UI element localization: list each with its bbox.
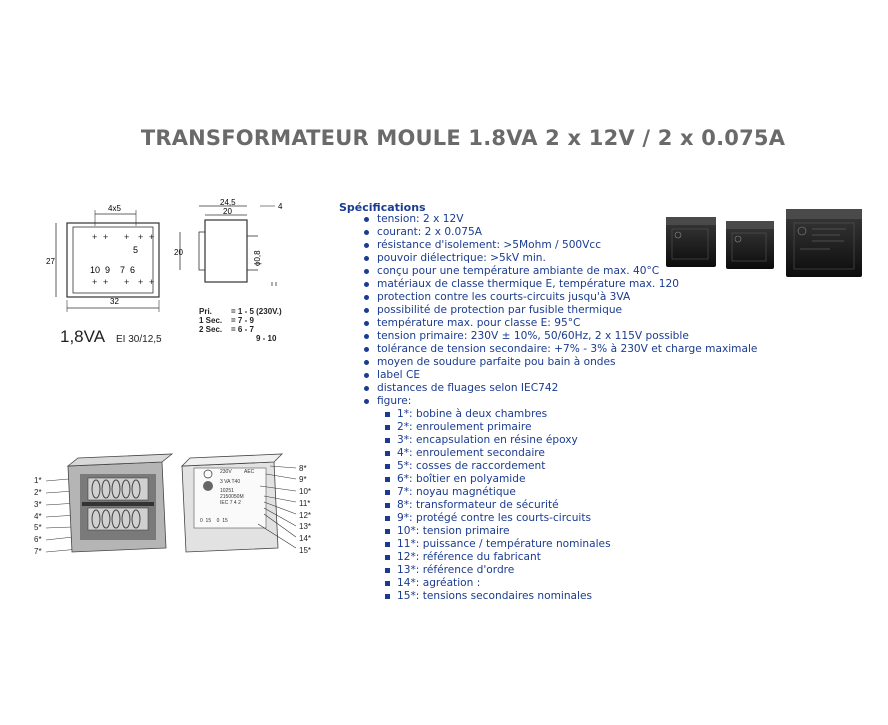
square-bullet-icon <box>385 412 390 417</box>
list-item: distances de fluages selon IEC742 <box>362 382 757 395</box>
product-photo <box>660 205 870 285</box>
svg-text:+: + <box>92 277 98 287</box>
sub-list-item: 5*: cosses de raccordement <box>382 460 762 473</box>
bullet-icon <box>364 321 369 326</box>
dim-27: 27 <box>46 257 55 266</box>
cutaway-label-14: 14* <box>299 534 312 543</box>
page-title: TRANSFORMATEUR MOULE 1.8VA 2 x 12V / 2 x 0.075A <box>140 126 786 150</box>
cutaway-label-12: 12* <box>299 511 312 520</box>
bullet-icon <box>364 399 369 404</box>
list-item: tension: 2 x 12V <box>362 213 757 226</box>
cutaway-label-2: 2* <box>34 488 42 497</box>
rating-label: 1,8VA <box>60 327 106 346</box>
sec1-label: 1 Sec. <box>199 316 223 325</box>
cutaway-label-7: 7* <box>34 547 42 556</box>
svg-text:+: + <box>138 277 144 287</box>
face-line-3: 10251 <box>220 488 234 494</box>
list-item: tolérance de tension secondaire: +7% - 3% à 230V et charge maximale <box>362 343 757 356</box>
cutaway-label-1: 1* <box>34 476 42 485</box>
cutaway-label-13: 13* <box>299 522 312 531</box>
dimension-drawing <box>40 196 320 356</box>
sub-list-item: 11*: puissance / température nominales <box>382 538 762 551</box>
cutaway-illustration <box>34 452 324 562</box>
bullet-icon <box>364 243 369 248</box>
list-item: conçu pour une température ambiante de max. 40°C <box>362 265 757 278</box>
square-bullet-icon <box>385 581 390 586</box>
svg-text:+: + <box>124 277 130 287</box>
dim-20-side: 20 <box>174 248 183 257</box>
list-item: moyen de soudure parfaite pou bain à ondes <box>362 356 757 369</box>
dim-32: 32 <box>110 297 119 306</box>
bullet-icon <box>364 334 369 339</box>
bullet-icon <box>364 373 369 378</box>
sub-list-item: 8*: transformateur de sécurité <box>382 499 762 512</box>
square-bullet-icon <box>385 542 390 547</box>
bullet-icon <box>364 282 369 287</box>
square-bullet-icon <box>385 529 390 534</box>
square-bullet-icon <box>385 516 390 521</box>
square-bullet-icon <box>385 594 390 599</box>
svg-text:+: + <box>149 232 155 242</box>
face-line-2: 3 VA T40 <box>220 479 241 485</box>
list-item: possibilité de protection par fusible thermique <box>362 304 757 317</box>
face-pins: 0 15 0 15 <box>200 518 228 524</box>
core-label: EI 30/12,5 <box>116 334 162 345</box>
cutaway-label-15: 15* <box>299 546 312 555</box>
cutaway-label-3: 3* <box>34 500 42 509</box>
bullet-icon <box>364 217 369 222</box>
pri-label: Pri. <box>199 307 212 316</box>
figure-sublist-container <box>362 408 757 603</box>
dim-4x5: 4x5 <box>108 204 121 213</box>
dim-4: 4 <box>278 202 283 211</box>
sub-list-item: 2*: enroulement primaire <box>382 421 762 434</box>
sub-list-item: 9*: protégé contre les courts-circuits <box>382 512 762 525</box>
list-item: figure: <box>362 395 757 408</box>
sub-list-item: 15*: tensions secondaires nominales <box>382 590 762 603</box>
cutaway-label-4: 4* <box>34 512 42 521</box>
sub-list-item: 7*: noyau magnétique <box>382 486 762 499</box>
cutaway-label-10: 10* <box>299 487 312 496</box>
list-item: courant: 2 x 0.075A <box>362 226 757 239</box>
bullet-icon <box>364 295 369 300</box>
bullet-icon <box>364 360 369 365</box>
sub-list-item: 1*: bobine à deux chambres <box>382 408 762 421</box>
face-maker: AEC <box>244 469 255 475</box>
sub-list-item: 14*: agréation : <box>382 577 762 590</box>
list-item: label CE <box>362 369 757 382</box>
bullet-icon <box>364 269 369 274</box>
face-line-1: 230V <box>220 469 232 475</box>
sub-list-item: 4*: enroulement secondaire <box>382 447 762 460</box>
svg-text:+: + <box>103 277 109 287</box>
face-line-4: 2150050M <box>220 494 244 500</box>
pins-row-label: 10 9 7 6 <box>90 265 136 275</box>
square-bullet-icon <box>385 451 390 456</box>
cutaway-label-5: 5* <box>34 523 42 532</box>
bullet-icon <box>364 347 369 352</box>
cutaway-label-11: 11* <box>299 499 311 508</box>
square-bullet-icon <box>385 464 390 469</box>
sec2-value2: 9 - 10 <box>256 334 277 343</box>
sub-list-item: 3*: encapsulation en résine époxy <box>382 434 762 447</box>
sub-list-item: 6*: boîtier en polyamide <box>382 473 762 486</box>
list-item: résistance d'isolement: >5Mohm / 500Vcc <box>362 239 757 252</box>
list-item: tension primaire: 230V ± 10%, 50/60Hz, 2 x 115V possible <box>362 330 757 343</box>
dim-24-5: 24,5 <box>220 198 236 207</box>
square-bullet-icon <box>385 477 390 482</box>
bullet-icon <box>364 308 369 313</box>
specs-heading: Spécifications <box>339 201 426 214</box>
square-bullet-icon <box>385 503 390 508</box>
dim-20-top: 20 <box>223 207 232 216</box>
sub-list-item: 10*: tension primaire <box>382 525 762 538</box>
sub-list-item: 12*: référence du fabricant <box>382 551 762 564</box>
cutaway-label-6: 6* <box>34 535 42 544</box>
svg-text:+: + <box>124 232 130 242</box>
bullet-icon <box>364 386 369 391</box>
bullet-icon <box>364 256 369 261</box>
svg-text:+: + <box>138 232 144 242</box>
sub-list-item: 13*: référence d'ordre <box>382 564 762 577</box>
pin-5-label: 5 <box>133 245 139 255</box>
svg-text:+: + <box>103 232 109 242</box>
square-bullet-icon <box>385 555 390 560</box>
sec2-value: = 6 - 7 <box>231 325 254 334</box>
pri-value: = 1 - 5 (230V.) <box>231 307 282 316</box>
sec2-label: 2 Sec. <box>199 325 223 334</box>
svg-text:+: + <box>149 277 155 287</box>
cutaway-label-8: 8* <box>299 464 307 473</box>
list-item: température max. pour classe E: 95°C <box>362 317 757 330</box>
square-bullet-icon <box>385 438 390 443</box>
list-item: matériaux de classe thermique E, température max. 120 <box>362 278 757 291</box>
face-line-5: IEC 7 4 2 <box>220 500 241 506</box>
list-item: pouvoir diélectrique: >5kV min. <box>362 252 757 265</box>
dim-phi: ϕ0,8 <box>253 250 262 266</box>
figure-sublist <box>382 408 762 603</box>
square-bullet-icon <box>385 490 390 495</box>
square-bullet-icon <box>385 425 390 430</box>
bullet-icon <box>364 230 369 235</box>
list-item: protection contre les courts-circuits jusqu'à 3VA <box>362 291 757 304</box>
sec1-value: = 7 - 9 <box>231 316 254 325</box>
square-bullet-icon <box>385 568 390 573</box>
cutaway-label-9: 9* <box>299 475 307 484</box>
svg-text:+: + <box>92 232 98 242</box>
